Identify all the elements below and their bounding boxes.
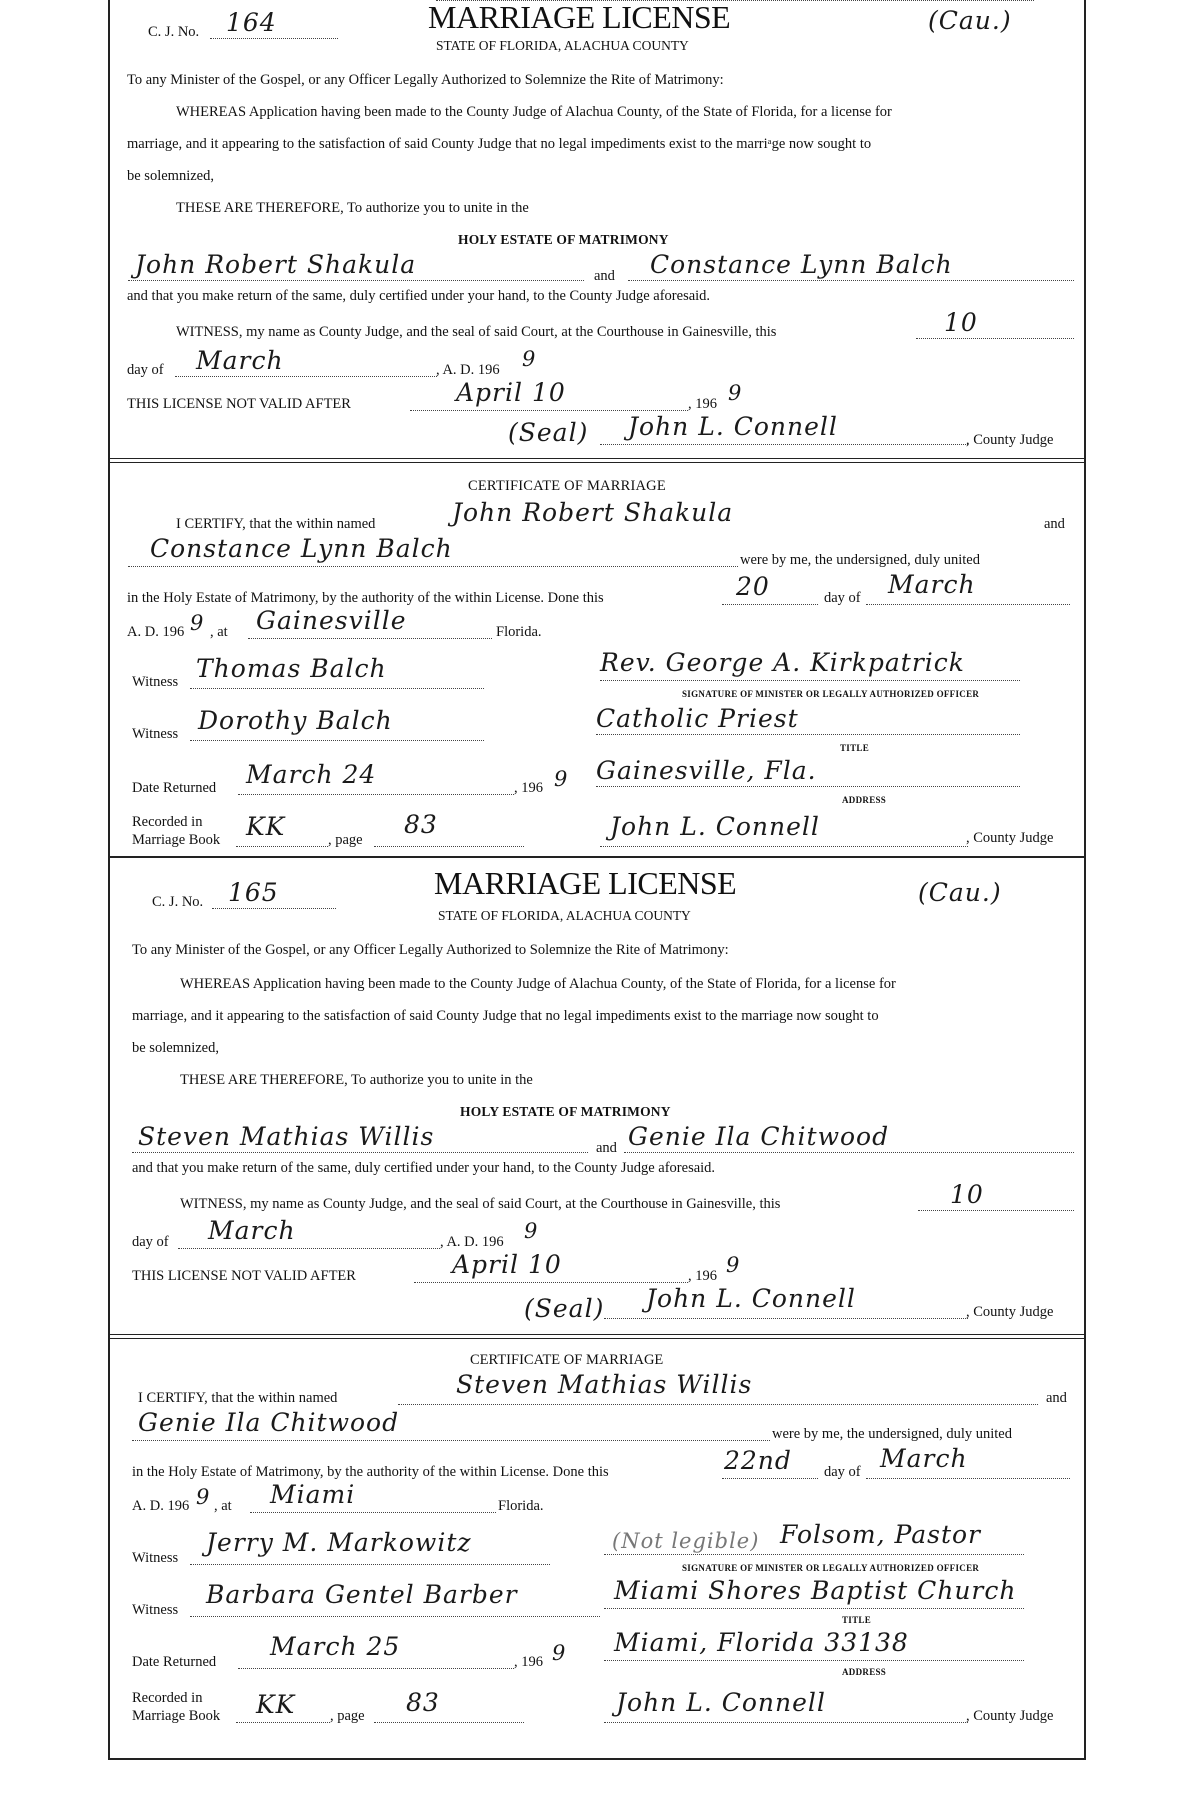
valid-until: April 10 xyxy=(456,378,566,407)
signature-label: SIGNATURE OF MINISTER OR LEGALLY AUTHORIZED OFFICER xyxy=(682,1563,980,1573)
whereas-line-1: WHEREAS Application having been made to the County Judge of Alachua County, of the State of Florida, for a license for xyxy=(180,976,896,992)
right-border xyxy=(1084,0,1086,1760)
florida-word: Florida. xyxy=(496,624,542,640)
valid-year-label: , 196 xyxy=(688,1268,717,1284)
witness1-name: Jerry M. Markowitz xyxy=(206,1528,472,1557)
witness-line: WITNESS, my name as County Judge, and the seal of said Court, at the Courthouse in Gainesville, this xyxy=(180,1196,781,1212)
whereas-line-2: marriage, and it appearing to the satisfaction of said County Judge that no legal impediments exist to the marriage now sought to xyxy=(132,1008,879,1024)
these-line: THESE ARE THEREFORE, To authorize you to unite in the xyxy=(176,200,529,216)
county-judge-label: , County Judge xyxy=(966,1304,1054,1320)
valid-until: April 10 xyxy=(452,1250,562,1279)
recorded-in-label: Recorded in xyxy=(132,814,203,830)
page-label: , page xyxy=(330,1708,365,1724)
left-border xyxy=(108,0,110,1760)
cert-bride-name: Constance Lynn Balch xyxy=(150,534,453,563)
ad-line: A. D. 196 xyxy=(127,624,185,640)
certificate-heading: CERTIFICATE OF MARRIAGE xyxy=(470,1352,664,1368)
book-value: KK xyxy=(246,812,286,841)
officer-not-legible: (Not legible) xyxy=(612,1529,760,1553)
year-digit: 9 xyxy=(522,347,537,371)
officer-title: Miami Shores Baptist Church xyxy=(614,1576,1017,1605)
returned-year-label: , 196 xyxy=(514,780,543,796)
holy-estate-line: in the Holy Estate of Matrimony, by the authority of the within License. Done this xyxy=(127,590,604,606)
at-word: , at xyxy=(210,624,228,640)
signature-label: SIGNATURE OF MINISTER OR LEGALLY AUTHORIZED OFFICER xyxy=(682,689,980,699)
returned-year-digit: 9 xyxy=(552,1641,567,1665)
witness2-name: Barbara Gentel Barber xyxy=(206,1580,518,1609)
to-line: To any Minister of the Gospel, or any Officer Legally Authorized to Solemnize the Rite of Matrimony: xyxy=(132,942,729,958)
county-judge-signature: John L. Connell xyxy=(628,412,838,441)
to-line: To any Minister of the Gospel, or any Officer Legally Authorized to Solemnize the Rite of Matrimony: xyxy=(127,72,724,88)
valid-year-label: , 196 xyxy=(688,396,717,412)
done-month: March xyxy=(880,1444,968,1473)
county-judge-label-2: , County Judge xyxy=(966,1708,1054,1724)
returned-year-digit: 9 xyxy=(554,767,569,791)
witness-month: March xyxy=(208,1216,296,1245)
officer-address: Gainesville, Fla. xyxy=(596,756,817,785)
year-digit: 9 xyxy=(524,1219,539,1243)
at-word: , at xyxy=(214,1498,232,1514)
bottom-border xyxy=(108,1758,1086,1760)
these-line: THESE ARE THEREFORE, To authorize you to unite in the xyxy=(180,1072,533,1088)
license-subtitle: STATE OF FLORIDA, ALACHUA COUNTY xyxy=(438,908,691,923)
county-judge-signature: John L. Connell xyxy=(646,1284,856,1313)
witness1-name: Thomas Balch xyxy=(196,654,387,683)
witness2-label: Witness xyxy=(132,726,179,742)
whereas-line-3: be solemnized, xyxy=(132,1040,219,1056)
cj-label: C. J. No. xyxy=(148,24,200,40)
license-title: MARRIAGE LICENSE xyxy=(434,865,737,901)
day-of-label-2: day of xyxy=(824,590,861,606)
whereas-line-3: be solemnized, xyxy=(127,168,214,184)
seal-mark: (Seal) xyxy=(508,418,589,447)
florida-word: Florida. xyxy=(498,1498,544,1514)
holy-estate-heading: HOLY ESTATE OF MATRIMONY xyxy=(460,1104,671,1119)
ad-line: A. D. 196 xyxy=(132,1498,190,1514)
holy-estate-line: in the Holy Estate of Matrimony, by the authority of the within License. Done this xyxy=(132,1464,609,1480)
cert-groom-name: John Robert Shakula xyxy=(452,498,734,527)
whereas-line-1: WHEREAS Application having been made to the County Judge of Alachua County, of the State of Florida, for a license for xyxy=(176,104,892,120)
ad-label: , A. D. 196 xyxy=(436,362,500,378)
date-returned-label: Date Returned xyxy=(132,780,217,796)
date-returned-label: Date Returned xyxy=(132,1654,217,1670)
witness1-label: Witness xyxy=(132,674,179,690)
address-label: ADDRESS xyxy=(842,795,887,805)
page-value: 83 xyxy=(404,810,438,839)
holy-estate-heading: HOLY ESTATE OF MATRIMONY xyxy=(458,232,669,247)
county-judge-label: , County Judge xyxy=(966,432,1054,448)
and-word: and xyxy=(596,1140,617,1156)
not-valid-label: THIS LICENSE NOT VALID AFTER xyxy=(132,1268,356,1284)
page-value: 83 xyxy=(406,1688,440,1717)
license-title: MARRIAGE LICENSE xyxy=(428,0,731,35)
day-of-label: day of xyxy=(132,1234,169,1250)
groom-name: Steven Mathias Willis xyxy=(138,1122,435,1151)
not-valid-label: THIS LICENSE NOT VALID AFTER xyxy=(127,396,351,412)
groom-name: John Robert Shakula xyxy=(135,250,417,279)
valid-year-digit: 9 xyxy=(728,381,743,405)
witness-day: 10 xyxy=(944,308,978,337)
done-month: March xyxy=(888,570,976,599)
done-day: 22nd xyxy=(724,1446,792,1475)
whereas-line-2: marriage, and it appearing to the satisfaction of said County Judge that no legal impediments exist to the marriᵃge now sought to xyxy=(127,136,872,152)
witness-month: March xyxy=(196,346,284,375)
cj-number: 164 xyxy=(226,8,277,37)
officer-signature: Rev. George A. Kirkpatrick xyxy=(600,648,965,677)
officer-address: Miami, Florida 33138 xyxy=(614,1628,909,1657)
marriage-book-label: Marriage Book xyxy=(132,1708,221,1724)
return-line: and that you make return of the same, duly certified under your hand, to the County Judge aforesaid. xyxy=(127,288,711,304)
license-subtitle: STATE OF FLORIDA, ALACHUA COUNTY xyxy=(436,38,689,53)
seal-mark: (Seal) xyxy=(524,1294,605,1323)
race-note: (Cau.) xyxy=(918,878,1002,907)
title-label: TITLE xyxy=(840,743,870,753)
were-by-me: were by me, the undersigned, duly united xyxy=(740,552,980,568)
witness-line: WITNESS, my name as County Judge, and the seal of said Court, at the Courthouse in Gainesville, this xyxy=(176,324,777,340)
returned-date: March 25 xyxy=(270,1632,401,1661)
cert-bride-name: Genie Ila Chitwood xyxy=(138,1408,400,1437)
and-word-2: and xyxy=(1044,516,1065,532)
cert-groom-name: Steven Mathias Willis xyxy=(456,1370,753,1399)
recorded-judge-signature: John L. Connell xyxy=(610,812,820,841)
witness-day: 10 xyxy=(950,1180,984,1209)
recorded-in-label: Recorded in xyxy=(132,1690,203,1706)
cj-label: C. J. No. xyxy=(152,894,204,910)
done-day: 20 xyxy=(736,572,770,601)
and-word-2: and xyxy=(1046,1390,1067,1406)
done-year-digit: 9 xyxy=(196,1485,211,1509)
book-value: KK xyxy=(256,1690,296,1719)
were-by-me: were by me, the undersigned, duly united xyxy=(772,1426,1012,1442)
recorded-judge-signature: John L. Connell xyxy=(616,1688,826,1717)
title-label: TITLE xyxy=(842,1615,872,1625)
returned-date: March 24 xyxy=(246,760,377,789)
day-of-label: day of xyxy=(127,362,164,378)
and-word: and xyxy=(594,268,615,284)
day-of-label-2: day of xyxy=(824,1464,861,1480)
return-line: and that you make return of the same, duly certified under your hand, to the County Judge aforesaid. xyxy=(132,1160,716,1176)
witness2-label: Witness xyxy=(132,1602,179,1618)
returned-year-label: , 196 xyxy=(514,1654,543,1670)
officer-signature: Folsom, Pastor xyxy=(780,1520,981,1549)
i-certify-label: I CERTIFY, that the within named xyxy=(176,516,376,532)
marriage-book-label: Marriage Book xyxy=(132,832,221,848)
bride-name: Constance Lynn Balch xyxy=(650,250,953,279)
ad-label: , A. D. 196 xyxy=(440,1234,504,1250)
page-label: , page xyxy=(328,832,363,848)
officer-title: Catholic Priest xyxy=(596,704,799,733)
valid-year-digit: 9 xyxy=(726,1253,741,1277)
certificate-heading: CERTIFICATE OF MARRIAGE xyxy=(468,478,666,494)
cj-number: 165 xyxy=(228,878,279,907)
witness1-label: Witness xyxy=(132,1550,179,1566)
witness2-name: Dorothy Balch xyxy=(198,706,393,735)
done-year-digit: 9 xyxy=(190,611,205,635)
i-certify-label: I CERTIFY, that the within named xyxy=(138,1390,338,1406)
address-label: ADDRESS xyxy=(842,1667,887,1677)
place: Miami xyxy=(270,1480,356,1509)
bride-name: Genie Ila Chitwood xyxy=(628,1122,890,1151)
race-note: (Cau.) xyxy=(928,6,1012,35)
place: Gainesville xyxy=(256,606,407,635)
county-judge-label-2: , County Judge xyxy=(966,830,1054,846)
